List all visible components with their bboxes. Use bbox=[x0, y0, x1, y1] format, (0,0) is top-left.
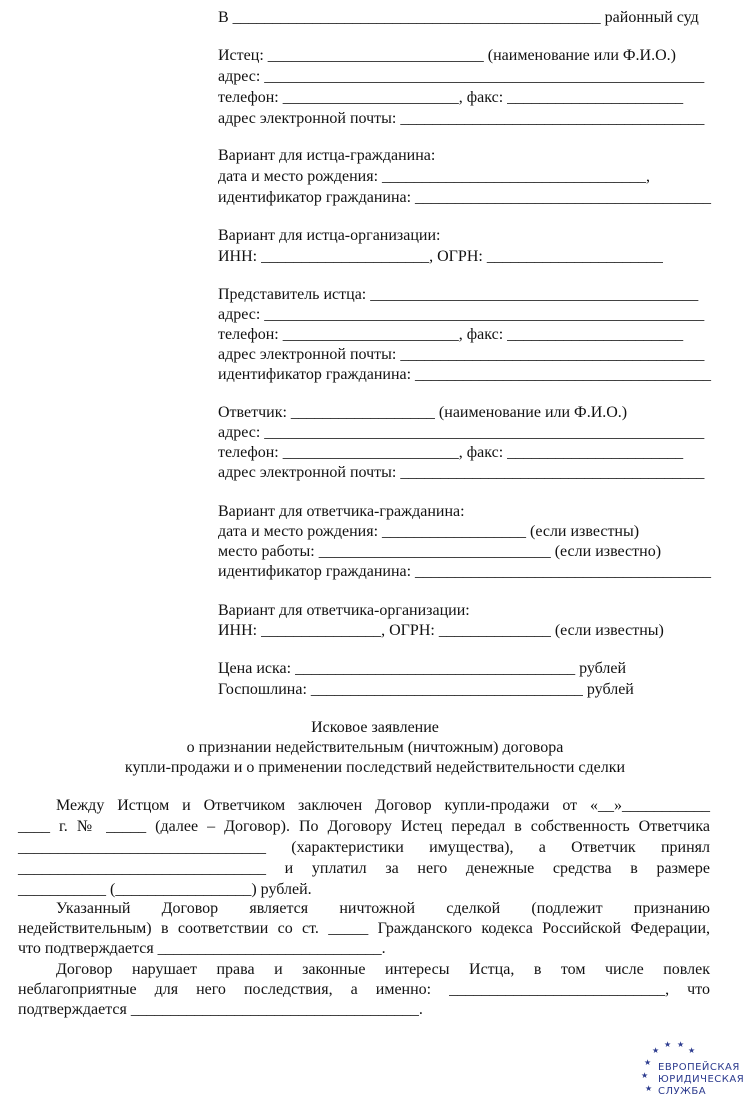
body-line-11: подтверждается ____________________________________. bbox=[18, 1001, 423, 1018]
plaintiff-phone-line: телефон: ______________________, факс: ______________________ bbox=[218, 89, 684, 106]
plaintiff-citizen-heading: Вариант для истца-гражданина: bbox=[218, 147, 436, 164]
body-line-4: _______________________________ и уплатил за него денежные средства в размере bbox=[18, 860, 710, 877]
logo-star-icon: ★ bbox=[652, 1046, 660, 1055]
logo-star-icon: ★ bbox=[677, 1040, 685, 1049]
body-line-10: неблагоприятные для него последствия, а именно: ___________________________, что bbox=[18, 981, 710, 998]
defendant-address-line: адрес: _______________________________________________________ bbox=[218, 424, 705, 441]
plaintiff-email-line: адрес электронной почты: ______________________________________ bbox=[218, 110, 705, 127]
body-line-3: _______________________________ (характеристики имущества), а Ответчик принял bbox=[18, 839, 710, 856]
defendant-email-line: адрес электронной почты: ______________________________________ bbox=[218, 464, 705, 481]
logo-star-icon: ★ bbox=[644, 1058, 652, 1067]
representative-email-line: адрес электронной почты: ______________________________________ bbox=[218, 346, 705, 363]
defendant-org-heading: Вариант для ответчика-организации: bbox=[218, 602, 470, 619]
representative-phone-line: телефон: ______________________, факс: ______________________ bbox=[218, 326, 684, 343]
claim-price-line: Цена иска: ___________________________________ рублей bbox=[218, 660, 627, 677]
logo-star-icon: ★ bbox=[688, 1046, 696, 1055]
representative-id-line: идентификатор гражданина: _____________________________________ bbox=[218, 366, 712, 383]
document-title: Исковое заявление bbox=[311, 719, 439, 736]
defendant-citizen-heading: Вариант для ответчика-гражданина: bbox=[218, 503, 465, 520]
defendant-work-line: место работы: _____________________________ (если известно) bbox=[218, 543, 662, 560]
representative-name-line: Представитель истца: _________________________________________ bbox=[218, 286, 699, 303]
body-line-5: ___________ (_________________) рублей. bbox=[18, 881, 312, 898]
logo-star-icon: ★ bbox=[664, 1040, 672, 1049]
body-line-8: что подтверждается ____________________________. bbox=[18, 940, 386, 957]
logo-text-line-3: СЛУЖБА bbox=[658, 1086, 707, 1097]
plaintiff-address-line: адрес: _______________________________________________________ bbox=[218, 68, 705, 85]
state-fee-line: Госпошлина: __________________________________ рублей bbox=[218, 681, 634, 698]
body-line-9: Договор нарушает права и законные интересы Истца, в том числе повлек bbox=[56, 961, 710, 978]
defendant-inn-line: ИНН: _______________, ОГРН: ______________ (если известны) bbox=[218, 622, 664, 639]
plaintiff-id-line: идентификатор гражданина: _____________________________________ bbox=[218, 189, 712, 206]
body-line-6: Указанный Договор является ничтожной сделкой (подлежит признанию bbox=[56, 900, 710, 917]
body-line-1: Между Истцом и Ответчиком заключен Договор купли-продажи от «__»___________ bbox=[56, 797, 710, 814]
body-line-2: ____ г. № _____ (далее – Договор). По Договору Истец передал в собственность Ответчика bbox=[18, 818, 710, 835]
defendant-name-line: Ответчик: __________________ (наименование или Ф.И.О.) bbox=[218, 404, 628, 421]
representative-address-line: адрес: _______________________________________________________ bbox=[218, 306, 705, 323]
defendant-birth-line: дата и место рождения: __________________ (если известны) bbox=[218, 523, 640, 540]
plaintiff-name-line: Истец: ___________________________ (наименование или Ф.И.О.) bbox=[218, 47, 676, 64]
plaintiff-org-heading: Вариант для истца-организации: bbox=[218, 227, 441, 244]
defendant-phone-line: телефон: ______________________, факс: ______________________ bbox=[218, 444, 684, 461]
logo-text-line-2: ЮРИДИЧЕСКАЯ bbox=[658, 1074, 745, 1085]
defendant-id-line: идентификатор гражданина: _____________________________________ bbox=[218, 563, 712, 580]
logo-star-icon: ★ bbox=[641, 1071, 649, 1080]
court-line: В ______________________________________________ районный суд bbox=[218, 9, 699, 26]
logo-text-line-1: ЕВРОПЕЙСКАЯ bbox=[658, 1062, 740, 1073]
document-subtitle-2: купли-продажи и о применении последствий недействительности сделки bbox=[124, 759, 626, 776]
body-line-7: недействительным) в соответствии со ст. _____ Гражданского кодекса Российской Федерации, bbox=[18, 920, 710, 937]
plaintiff-inn-line: ИНН: _____________________, ОГРН: ______________________ bbox=[218, 248, 663, 265]
plaintiff-birth-line: дата и место рождения: _________________________________, bbox=[218, 168, 651, 185]
logo-star-icon: ★ bbox=[645, 1084, 653, 1093]
document-subtitle-1: о признании недействительным (ничтожным) договора bbox=[186, 739, 564, 756]
